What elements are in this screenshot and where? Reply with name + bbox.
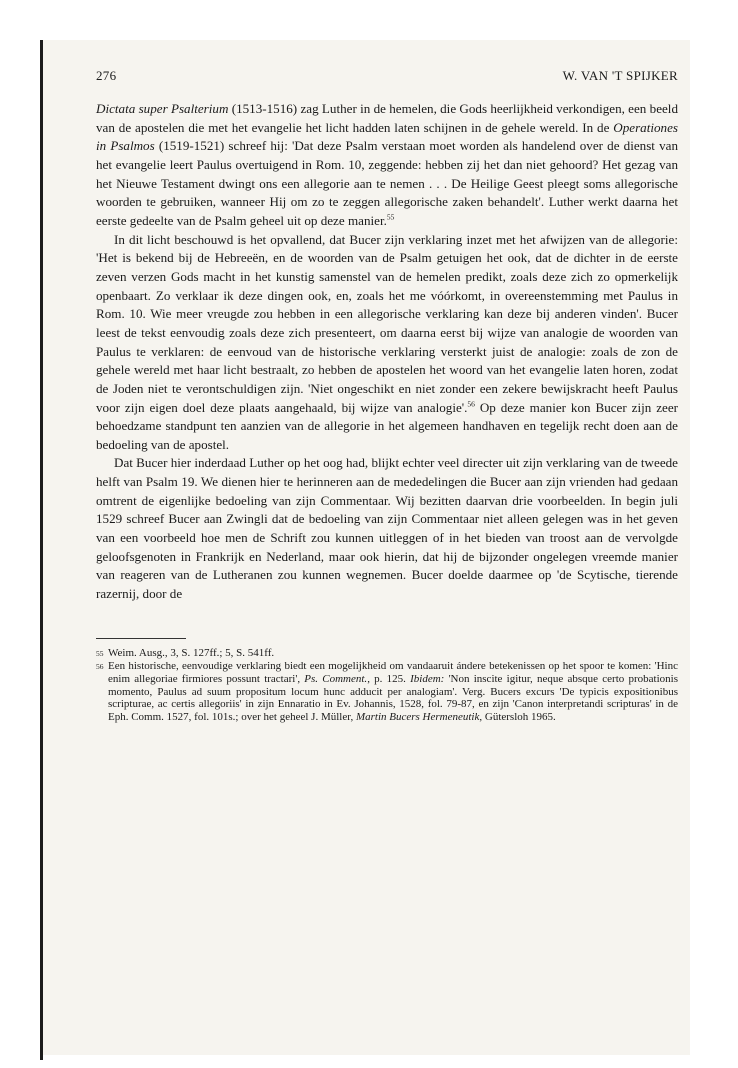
footnotes xyxy=(96,647,678,724)
footnote-55 xyxy=(96,647,678,661)
footnote-text: Een historische, eenvoudige verklaring biedt een mogelijkheid om vandaaruit ándere betekenissen op het spoor te komen: 'Hinc enim allegoriae firmiores possunt tractari', Ps. Comment., p. 125. Ibidem: 'Non inscite igitur, neque absque certo probationis momento, Paulus ad suum propositum locum hunc adducit per analogiam'. Verg. Bucers excurs 'De typicis expositionibus scripturae, ac certis allegoriis' in zijn Ennaratio in Ev. Johannis, 1528, fol. 79-87, en zijn 'Canon interpretandi scripturas' in de Eph. Comm. 1527, fol. 101s.; over het geheel J. Müller, Martin Bucers Hermeneutik, Gütersloh 1965. xyxy=(108,660,678,723)
page-edge-shadow xyxy=(40,40,43,1060)
paragraph-1: Dictata super Psalterium (1513-1516) zag Luther in de hemelen, die Gods heerlijkheid verkondigen, een beeld van de apostelen die met het evangelie het licht hadden laten schijnen in de gehele wereld. In de Operationes in Psalmos (1519-1521) schreef hij: 'Dat deze Psalm verstaan moet worden als handelend over de dienst van het evangelie leert Paulus overtuigend in Rom. 10, zeggende: hebben zij het dan niet gehoord? Het gezag van het Nieuwe Testament dwingt ons een allegorie aan te nemen . . . De Heilige Geest pleegt soms allegorische woorden te gebruiken, wanneer Hij om zo te zeggen allegorische zaken behandelt'. Luther werkt daarna het eerste gedeelte van de Psalm geheel uit op deze manier.$^{55}$ xyxy=(96,101,678,228)
footnote-ref-55[interactable]: 55 xyxy=(386,212,395,222)
running-header xyxy=(96,68,678,84)
footnote-number: 56 xyxy=(96,662,104,672)
footnote-number: 55 xyxy=(96,648,104,658)
title-operationes: Operationes in Psalmos xyxy=(96,119,678,154)
page-content xyxy=(96,68,678,723)
footnote-ref-56[interactable]: 56 xyxy=(467,399,475,409)
paragraph-3: Dat Bucer hier inderdaad Luther op het oog had, blijkt echter veel directer uit zijn verklaring van de tweede helft van Psalm 19. We dienen hier te herinneren aan de mededelingen die Bucer aan zijn vrienden had gedaan omtrent de eigenlijke bedoeling van zijn Commentaar. Wij bezitten daarvan drie voorbeelden. In begin juli 1529 schreef Bucer aan Zwingli dat de bedoeling van zijn Commentaar niet alleen gelegen was in het geven van een voorbeeld hoe men de Schrift zou kunnen uitleggen of in het bieden van troost aan de vervolgde geloofsgenoten in Frankrijk en Nederland, maar ook hierin, dat hij de bijzonder ongelegen vreemde manier van reageren van de Lutheranen zou kunnen wegnemen. Bucer doelde daarmee op 'de Scytische, tierende razernij, door de xyxy=(96,455,678,602)
paragraph-2: In dit licht beschouwd is het opvallend, dat Bucer zijn verklaring inzet met het afwijzen van de allegorie: 'Het is bekend bij de Hebreeën, en de woorden van de Psalm getuigen het ook, dat de dichter in de eerste zeven verzen Gods macht in het kunstig samenstel van de hemelen predikt, zoals deze zich zo opmerkelijk openbaart. Zo verklaar ik deze dingen ook, en, zoals het me vóórkomt, in overeenstemming met Paulus in Rom. 10. Wie meer vreugde zou hebben in een allegorische verklaring kan deze bij anderen vinden'. Bucer leest de tekst eenvoudig zoals deze zich presenteert, om daarna eerst bij wijze van analogie de woorden van Paulus te verklaren: de eenvoud van de historische verklaring versterkt juist de analogie: zoals de zon de gehele wereld met haar licht bestraalt, zo hebben de apostelen het woord van het evangelie laten horen, zodat de Joden niet te verontschuldigen zijn. 'Niet ongeschikt en niet zonder een zekere bewijskracht heeft Paulus voor zijn eigen doel deze plaats aangehaald, bij wijze van analogie'.$^{56}$ Op deze manier kon Bucer zijn zeer behoedzame standpunt ten aanzien van de allegorie in het algemeen handhaven en tegelijk recht doen aan de bedoeling van de apostel. xyxy=(96,231,678,452)
footnote-divider xyxy=(96,638,186,639)
page-number: 276 xyxy=(96,68,117,83)
title-dictata: Dictata super Psalterium xyxy=(96,101,229,116)
body-text xyxy=(96,100,678,604)
footnote-56 xyxy=(96,660,678,723)
footnote-text: Weim. Ausg., 3, S. 127ff.; 5, S. 541ff. xyxy=(108,646,275,659)
running-author: W. VAN 'T SPIJKER xyxy=(562,68,678,83)
